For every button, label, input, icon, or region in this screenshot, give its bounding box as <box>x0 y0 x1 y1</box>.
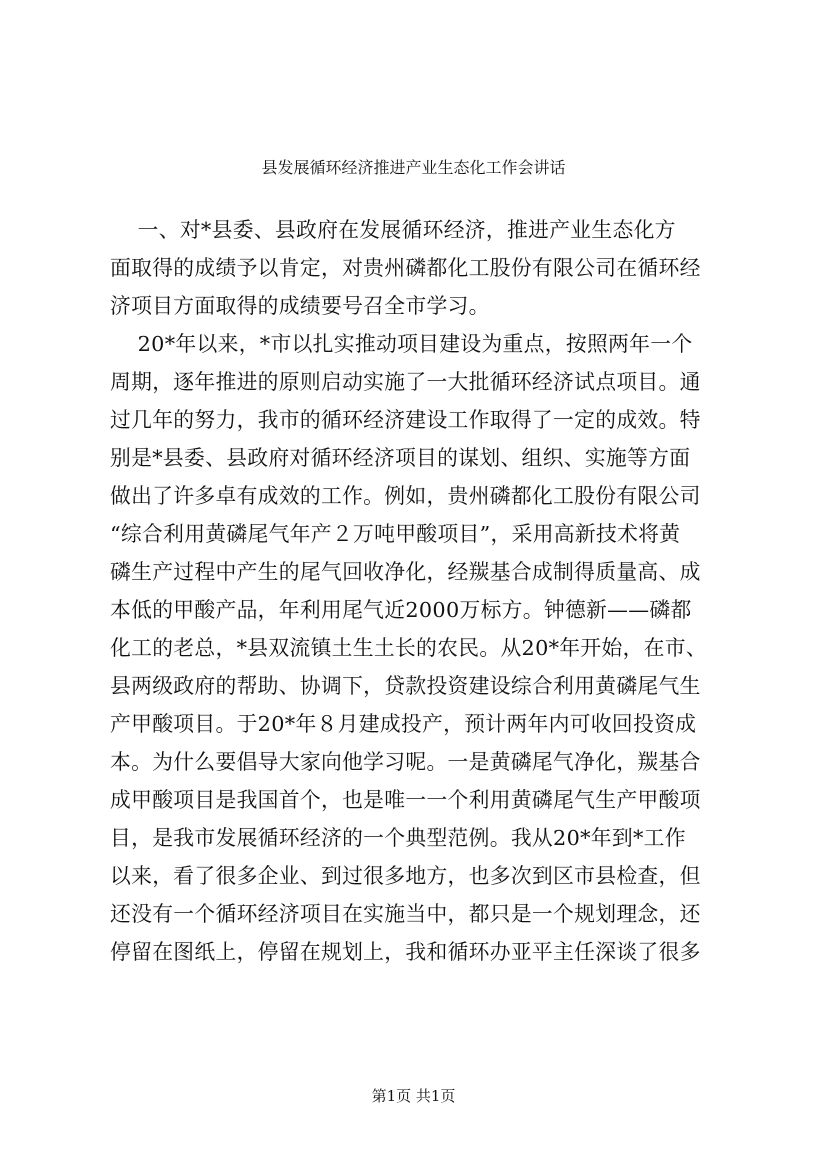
body-line: 化工的老总，*县双流镇土生土长的农民。从20*年开始，在市、 <box>110 636 707 660</box>
body-line: 过几年的努力，我市的循环经济建设工作取得了一定的成效。特 <box>110 408 701 432</box>
body-line: 周期，逐年推进的原则启动实施了一大批循环经济试点项目。通 <box>110 370 701 394</box>
document-title: 县发展循环经济推进产业生态化工作会讲话 <box>261 158 566 177</box>
body-line: 产甲酸项目。于20*年８月建成投产，预计两年内可收回投资成 <box>110 712 697 736</box>
body-line: 本低的甲酸产品，年利用尾气近2000万标方。钟德新——磷都 <box>110 598 692 622</box>
body-line: 别是*县委、县政府对循环经济项目的谋划、组织、实施等方面 <box>110 446 691 470</box>
body-line: 还没有一个循环经济项目在实施当中，都只是一个规划理念，还 <box>110 902 701 926</box>
body-line: 以来，看了很多企业、到过很多地方，也多次到区市县检查，但 <box>110 864 701 888</box>
body-line: 目，是我市发展循环经济的一个典型范例。我从20*年到*工作 <box>110 826 686 850</box>
body-line: 20*年以来，*市以扎实推动项目建设为重点，按照两年一个 <box>110 332 693 356</box>
body-line: 面取得的成绩予以肯定，对贵州磷都化工股份有限公司在循环经 <box>110 256 701 280</box>
body-line: 济项目方面取得的成绩要号召全市学习。 <box>110 294 490 318</box>
body-line: 做出了许多卓有成效的工作。例如，贵州磷都化工股份有限公司 <box>110 484 701 508</box>
body-line: 县两级政府的帮助、协调下，贷款投资建设综合利用黄磷尾气生 <box>110 674 701 698</box>
page-number-footer: 第1页 共1页 <box>371 1087 456 1105</box>
body-line: 停留在图纸上，停留在规划上，我和循环办亚平主任深谈了很多 <box>110 940 701 964</box>
body-line: 一、对*县委、县政府在发展循环经济，推进产业生态化方 <box>110 218 676 242</box>
body-line: 磷生产过程中产生的尾气回收净化，经羰基合成制得质量高、成 <box>110 560 701 584</box>
body-line: 本。为什么要倡导大家向他学习呢。一是黄磷尾气净化，羰基合 <box>110 750 701 774</box>
body-line: 成甲酸项目是我国首个，也是唯一一个利用黄磷尾气生产甲酸项 <box>110 788 701 812</box>
body-line: “综合利用黄磷尾气年产２万吨甲酸项目”，采用高新技术将黄 <box>110 522 681 546</box>
